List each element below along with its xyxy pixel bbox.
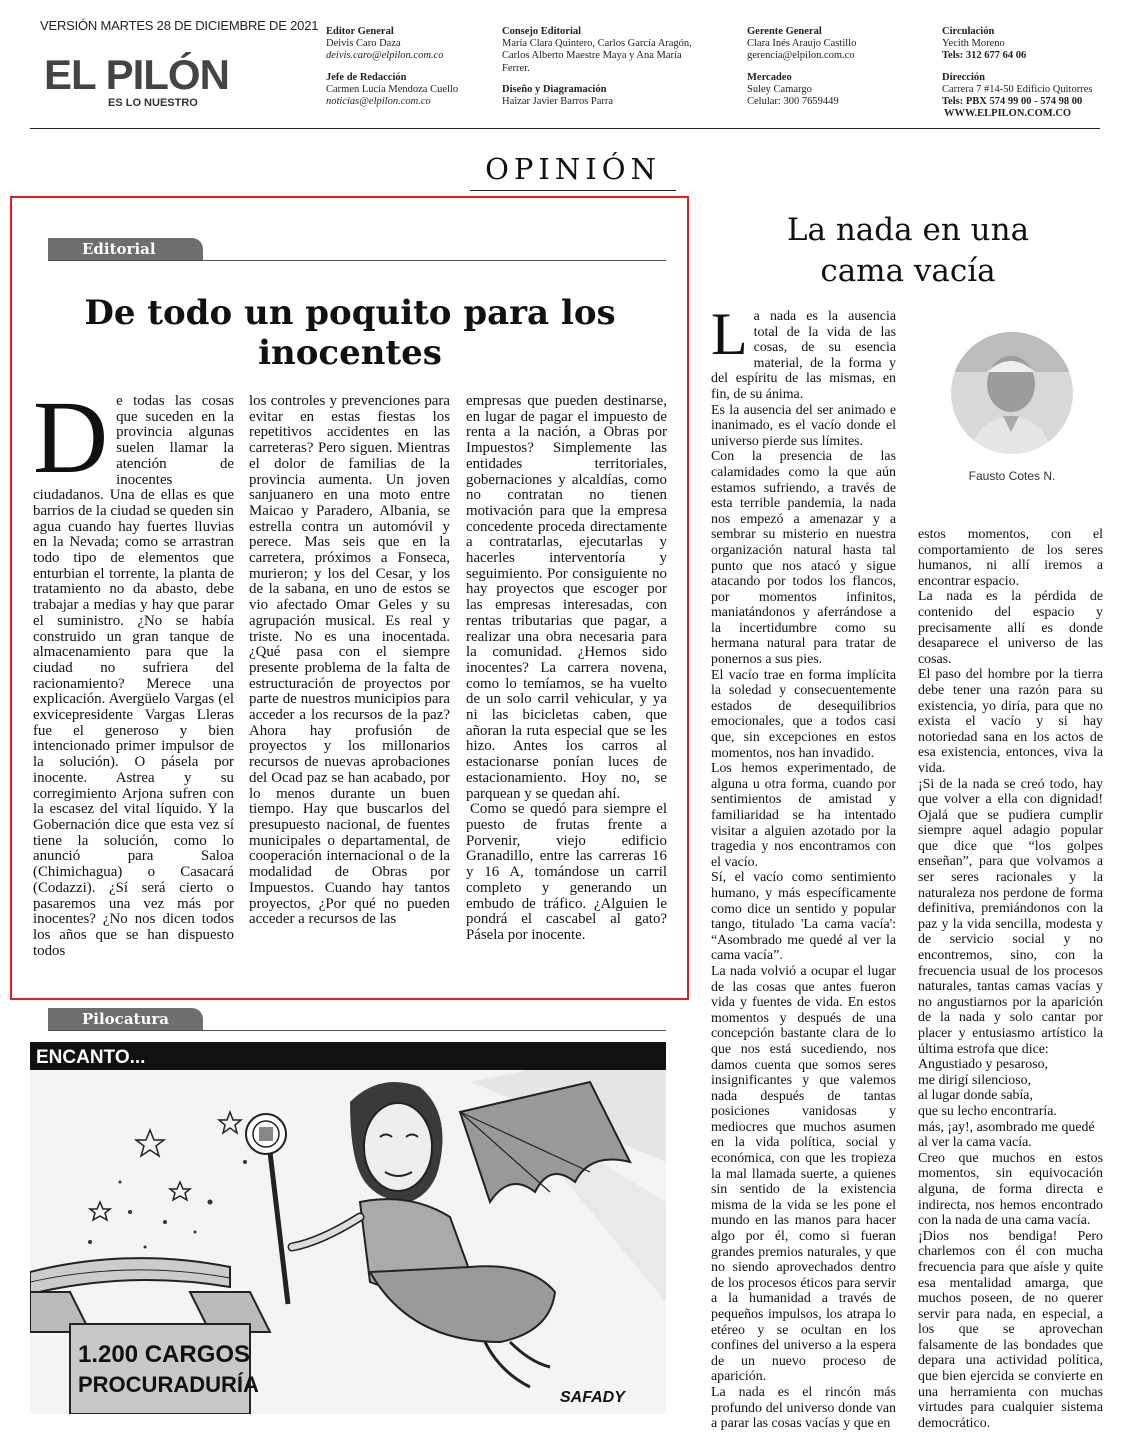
staff-name: Carlos Alberto Maestre Maya y Ana María xyxy=(502,50,682,62)
staff-role: Jefe de Redacción xyxy=(326,71,407,83)
staff-role: Consejo Editorial xyxy=(502,26,582,37)
verse-line: Angustiado y pesaroso, xyxy=(918,1057,1049,1073)
staff-column-1 xyxy=(326,26,458,108)
author-photo xyxy=(951,332,1073,454)
editorial-rule xyxy=(48,260,666,261)
author-name: Fausto Cotes N. xyxy=(968,469,1056,483)
staff-name: María Clara Quintero, Carlos García Aragón, xyxy=(502,38,692,50)
newspaper-slogan: ES LO NUESTRO xyxy=(108,97,198,109)
staff-email[interactable]: gerencia@elpilon.com.co xyxy=(747,50,855,62)
staff-role: Diseño y Diagramación xyxy=(502,83,607,95)
paragraph: Los hemos experimentado, de alguna u otra forma, cuando por sentimientos de amistad y familiaridad se ha intentado visitar a alguien azotado por la tragedia y nos encontramos con el vacío. xyxy=(711,761,896,870)
editorial-column-2 xyxy=(249,394,450,928)
drop-cap: L xyxy=(711,301,748,367)
staff-email[interactable]: noticias@elpilon.com.co xyxy=(326,96,431,108)
paragraph: a nada es la ausencia total de la vida de las cosas, de su esencia material, de la forma y del espíritu de las mismas, en fin, de su ánima. xyxy=(711,309,896,402)
staff-role: Dirección xyxy=(942,71,985,83)
box-label-line-1: 1.200 CARGOS xyxy=(78,1341,251,1368)
staff-name: Clara Inés Araujo Castillo xyxy=(747,38,857,50)
masthead xyxy=(30,14,1100,130)
paragraph: El vacío trae en forma implícita la soledad y consecuentemente estados de desequilibrios emocionales, que a todos casi que, sin excepciones en estos momentos, nos han invadido. xyxy=(711,667,896,761)
column-text-right xyxy=(918,527,1103,1431)
staff-column-4 xyxy=(942,26,1092,120)
paragraph: La nada volvió a ocupar el lugar de las cosas que antes fueron vida y fuentes de vida. En estos momentos y después de una concepción bastante clara de lo que nos está sucediendo, nos damos cuenta que somos seres insignificantes y que valemos nada después de tantas posiciones vanidosas y mediocres que muchos asumen en la vida política, social y económica, con que les tropieza la mal llamada suerte, a quienes sin sentido de la existencia misma de la vida se les pone el mundo en las manos para hacer algo por él, como si fueran grandes premios naturales, y que no siendo aprovechados dentro de los procesos éticos para servir a la humanidad a través de pequeños impulsos, los atrapa lo etéreo y se ocultan en los confines del universo a la espera de un nuevo proceso de aparición. xyxy=(711,963,896,1385)
staff-column-3 xyxy=(747,26,856,108)
paragraph: La nada es la pérdida de contenido del espacio y precisamente allí es donde desaparece el universo de las cosas. xyxy=(918,589,1103,667)
paragraph: empresas que pueden destinarse, en lugar de pagar el impuesto de renta a la nación, a Obras por Impuestos? Simplemente las entidades territoriales, gobernaciones y alcaldías, como no contratan no tienen motivación para que la empresa concedente proceda directamente a contratarlas, ejecutarlas y hacerles interventoría y seguimiento. Por consiguiente no hay proyectos que escoger por las empresas interesadas, con rentas tributarias que pagar, a realizar una obra necesaria para la comunidad. ¿Hemos sido inocentes? La carrera novena, como lo temíamos, se ha vuelto de un solo carril vehicular, y ya ni las bicicletas caben, que añoran la ruta especial que se les hizo. Antes los carros al estacionarse ponían luces de estacionamiento. Hoy no, se parquean y se quedan ahí. xyxy=(466,393,667,802)
paragraph: Como se quedó para siempre el puesto de frutas frente a Porvenir, viejo edificio Granadillo, entre las carreras 16 y 16 A, tomándose un carril completo y generando un embudo de tráfico. ¿Alguien le pondrá el cascabel al gato? Pásela por inocente. xyxy=(466,801,667,943)
staff-name: Haizar Javier Barros Parra xyxy=(502,96,614,108)
column-headline xyxy=(708,210,1108,292)
editorial-tab: Editorial xyxy=(48,238,203,260)
column-headline-line: cama vacía xyxy=(820,253,996,289)
editorial-column-1 xyxy=(33,380,234,959)
drop-cap: D xyxy=(33,380,109,495)
political-cartoon xyxy=(30,1042,666,1414)
box-label-line-2: PROCURADURÍA xyxy=(78,1372,259,1397)
staff-name: Ferrer. xyxy=(502,62,530,74)
paragraph: La nada es el rincón más profundo del universo donde van a parar las cosas vacías y que en xyxy=(711,1384,896,1432)
verse-line: me dirigí silencioso, xyxy=(918,1072,1032,1088)
paragraph: ¡Dios nos bendiga! Pero charlemos con él con mucha frecuencia para que aísle y quite esa mentalidad amarga, que muchos poseen, de no querer servir para nada, en especial, a los que se aprovechan falsamente de las bondades que depara una actividad política, que bien ejercida se convierte en una herramienta con muchas virtudes para cualquier sistema democrático. xyxy=(918,1228,1103,1431)
staff-phone: Tels: 312 677 64 06 xyxy=(942,50,1027,62)
paragraph: Con la presencia de las calamidades como la que aún estamos sufriendo, a través de esta terrible pandemia, la nada nos empezó a amenazar y a sembrar su misterio en nuestra organización natural hasta tal punto que nos atacó y sigue atacando por todos los flancos, por momentos infinitos, maniatándonos y aferrándose a la incertidumbre como su hermana natural para tratar de ponernos a sus pies. xyxy=(711,449,896,668)
staff-phone: Celular: 300 7659449 xyxy=(747,96,839,108)
staff-role: Circulación xyxy=(942,26,995,37)
paragraph: estos momentos, con el comportamiento de los seres humanos, ni allí iremos a encontrar espacio. xyxy=(918,527,1103,589)
cartoon-caption: ENCANTO... xyxy=(36,1047,146,1068)
paragraph: El paso del hombre por la tierra debe tener una razón para su existencia, yo diría, para que no exista el vacío y si hay notoriedad sana en los actos de esa existencia, entonces, viva la vida. xyxy=(918,667,1103,776)
staff-address: Carrera 7 #14-50 Edificio Quitorres xyxy=(942,83,1093,95)
cartoonist-signature: SAFADY xyxy=(560,1389,625,1406)
masthead-divider xyxy=(30,128,1100,129)
staff-name: Deivis Caro Daza xyxy=(326,38,401,50)
paragraph: Es la ausencia del ser animado e inanimado, es el vacío donde el universo pierde sus límites. xyxy=(711,402,896,449)
paragraph: ¡Si de la nada se creó todo, hay que volver a ella con dignidad! Ojalá que se pudiera cumplir siempre aquel adagio popular que dice que “los golpes enseñan”, para que volvamos a ser seres racionales y la naturaleza nos perdone de forma definitiva, premiándonos con la paz y la vida sencilla, modesta y de servicio social y no encontremos, sino, con la frecuencia usual de los procesos naturales, tantas camas vacías y no angustiarnos por la aparición de la nada y solo cantar por placer y entusiasmo artístico la última estrofa que dice: xyxy=(918,776,1103,1057)
verse-line: al lugar donde sabía, xyxy=(918,1088,1033,1104)
staff-role: Gerente General xyxy=(747,26,822,37)
website-link[interactable]: WWW.ELPILON.COM.CO xyxy=(944,108,1072,120)
column-text-left xyxy=(711,301,896,1432)
staff-role: Mercadeo xyxy=(747,71,792,83)
paragraph: los controles y prevenciones para evitar en estas fiestas los repetitivos accidentes en las carreteras? Pero siguen. Mientras el dolor de familias de la provincia aumenta. Un joven sanjuanero en una moto entre Maicao y Paradero, Albania, se estrella contra un automóvil y perece. Mas seis que en la carretera, próximos a Fonseca, murieron; y los del Cesar, y los de la sabana, en uno de estos se vio afectado Omar Geles y su agrupación musical. Es real y triste. No es una inocentada. ¿Qué pasa con el siempre presente problema de la falta de estructuración de proyectos por parte de nuestros municipios para acceder a los recursos de la paz? Ahora hay profusión de proyectos y los millonarios recursos de nuevas aprobaciones del Ocad paz se han acabado, por lo menos durante un buen tiempo. Hay que buscarlos del presupuesto nacional, de fuentes municipales o departamental, de cooperación internacional o de la modalidad de Obras por Impuestos. Cuando hay tantos proyectos, ¿Por qué no pueden acceder a recursos de las xyxy=(249,393,450,928)
edition-date: VERSIÓN MARTES 28 DE DICIEMBRE DE 2021 xyxy=(40,18,319,33)
paragraph: Creo que muchos en estos momentos, sin equivocación alguna, de forma directa e indirecta, nos hemos encontrado con la nada de una cama vacía. xyxy=(918,1150,1103,1229)
newspaper-logo: EL PILÓN xyxy=(44,51,229,98)
verse-line: que su lecho encontraría. xyxy=(918,1103,1057,1119)
verse-line: más, ¡ay!, asombrado me quedé al ver la cama vacía. xyxy=(918,1119,1095,1151)
section-title: OPINIÓN xyxy=(485,152,661,186)
paragraph: e todas las cosas que suceden en la provincia algunas suelen llamar la atención de inocentes ciudadanos. Una de ellas es que barrios de la ciudad se queden sin agua cuando hay fuertes lluvias en la Nevada; como se arrastran todo tipo de elementos que enturbian el torrente, la planta de tratamiento no da abasto, debe trabajar a medias y hay que parar el suministro. ¿No se había construido un gran tanque de almacenamiento para que la ciudad no sufriera del racionamiento? Merece una explicación. Avergüelo Vargas (el exvicepresidente Vargas Lleras fue el generoso y bien intencionado primer impulsor de la solución). O pásela por inocente. Astrea y su corregimiento Arjona sufren con la escasez del vital líquido. Y la Gobernación dice que esta vez sí tiene la solución, como lo anunció para Saloa (Chimichagua) o Casacará (Codazzi). ¿Sí será cierto o pasaremos una vez más por inocentes? ¿No nos dicen todos los años que se han dispuesto todos xyxy=(33,393,234,959)
staff-column-2 xyxy=(502,26,692,108)
staff-email[interactable]: deivis.caro@elpilon.com.co xyxy=(326,50,444,62)
section-divider xyxy=(470,190,676,191)
staff-name: Yecith Moreno xyxy=(942,38,1005,50)
editorial-headline: De todo un poquito para los inocentes xyxy=(84,293,616,373)
column-headline-line: La nada en una xyxy=(786,212,1030,248)
pilocatura-rule xyxy=(48,1030,666,1031)
staff-role: Editor General xyxy=(326,26,394,37)
staff-phone: Tels: PBX 574 99 00 - 574 98 00 xyxy=(942,96,1083,108)
editorial-column-3 xyxy=(466,394,667,944)
tango-verse xyxy=(918,1057,1103,1151)
paragraph: Sí, el vacío como sentimiento humano, y más específicamente como dice un sentido y popular tango, titulado 'La cama vacía': “Asombrado me quedé al ver la cama vacía”. xyxy=(711,870,896,964)
pilocatura-tab: Pilocatura xyxy=(48,1008,203,1030)
staff-name: Carmen Lucía Mendoza Cuello xyxy=(326,83,459,95)
staff-name: Suley Camargo xyxy=(747,83,812,95)
